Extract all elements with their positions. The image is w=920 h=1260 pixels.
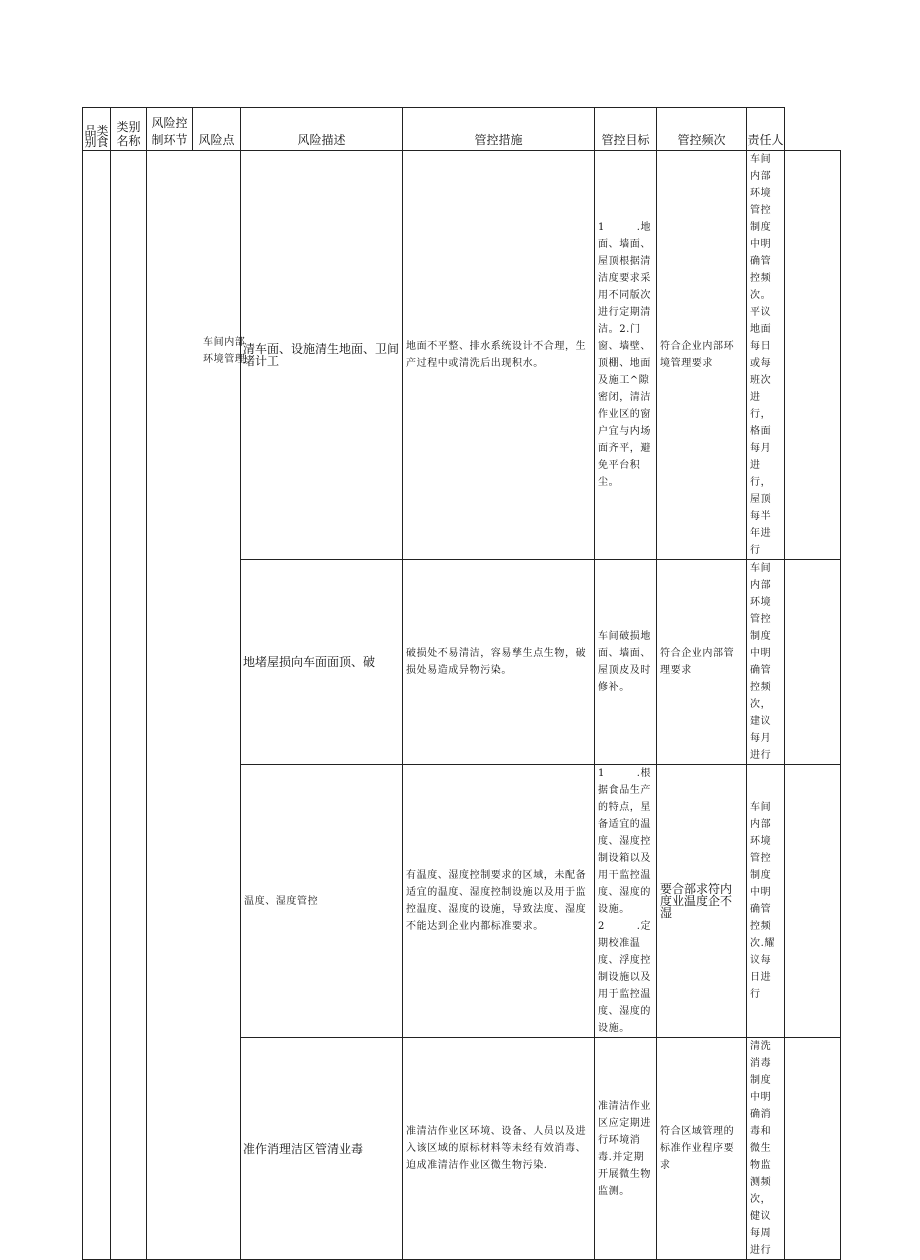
header-risk-point: 风险点 xyxy=(193,108,241,151)
table-row xyxy=(83,151,841,560)
category-name-cell xyxy=(111,151,147,1260)
header-risk-control-stage: 风险控制环节 xyxy=(147,108,193,151)
control-measures-cell: 1 .根据食品生产的特点，星备适宜的温度、湿度控制设箱以及用干监控温度、湿度的设施。2 .定期校准温度、浮度控制设施以及用于监控温度、湿度的设施。 xyxy=(595,765,657,1038)
responsible-person-cell xyxy=(785,1038,841,1260)
control-measures-cell: 1 .地面、墙面、屋顶根据清洁度要求采用不同版次进行定期清洁。2.门窗、墙壁、顶棚、地面及施工^隙密闭，清洁作业区的窗户宜与内场面齐平，避免平台积尘。 xyxy=(595,151,657,560)
header-category-food: 品类别食 xyxy=(83,108,111,151)
category-food-cell xyxy=(83,151,111,1260)
risk-point-cell: 温度、湿度管控 xyxy=(241,765,403,1038)
control-target-cell: 要合部求符内度业温度企不湿 xyxy=(657,765,747,1038)
risk-description-cell: 地面不平整、排水系统设计不合理，生产过程中或清洗后出现积水。 xyxy=(403,151,595,560)
header-row xyxy=(83,108,841,151)
control-frequency-cell: 清洗消毒制度中明确消毒和微生物监测频次，健议每周进行 xyxy=(747,1038,785,1260)
risk-description-cell: 有温度、湿度控制要求的区域，未配备适宜的温度、湿度控制设施以及用于监控温度、湿度的设施，导致法度、湿度不能达到企业内都标准要求。 xyxy=(403,765,595,1038)
control-target-cell: 符合企业内部管理要求 xyxy=(657,560,747,765)
spacer-cell xyxy=(147,151,193,1260)
header-control-target: 管控目标 xyxy=(595,108,657,151)
header-control-frequency: 管控频次 xyxy=(657,108,747,151)
risk-control-stage-label: 车间内部环境管理 xyxy=(203,337,246,365)
control-measures-cell: 车间破损地面、墙面、屋顶皮及时修补。 xyxy=(595,560,657,765)
risk-point-cell: 地堵屋损向车面面顶、破 xyxy=(241,560,403,765)
responsible-person-cell xyxy=(785,765,841,1038)
merged-stage-cell xyxy=(193,151,241,1260)
header-control-measures: 管控措施 xyxy=(403,108,595,151)
risk-description-cell: 准清洁作业区环境、设备、人员以及进入该区域的原标材料等未经有效消毒、迫成准清洁作业区微生物污染. xyxy=(403,1038,595,1260)
risk-point-cell: 清车面、设施清生地面、卫间堵计工 xyxy=(241,151,403,560)
control-frequency-cell: 车间内部环境管控制度中明确管控频次.耀议每日进行 xyxy=(747,765,785,1038)
header-responsible-person: 责任人 xyxy=(747,108,785,151)
responsible-person-cell xyxy=(785,151,841,560)
control-target-cell: 符合企业内部环境管理要求 xyxy=(657,151,747,560)
risk-control-table xyxy=(82,107,841,1260)
responsible-person-cell xyxy=(785,560,841,765)
header-risk-description: 风险描述 xyxy=(241,108,403,151)
risk-description-cell: 破损处不易清洁，容易孳生点生物，破损处易造成异物污染。 xyxy=(403,560,595,765)
header-category-name: 类别名称 xyxy=(111,108,147,151)
control-target-cell: 符合区域管理的标准作业程序要求 xyxy=(657,1038,747,1260)
risk-point-cell: 准作消理洁区管清业毒 xyxy=(241,1038,403,1260)
control-frequency-cell: 车间内部环境管控制度中明确管控频次，建议每月进行 xyxy=(747,560,785,765)
control-frequency-cell: 车间内部环境管控制度中明确管控频次。平议地面每日或每班次进行，格面每月进行，屋顶每半年进行 xyxy=(747,151,785,560)
control-measures-cell: 准清洁作业区应定期进行环境消毒.并定期开展微生物监测。 xyxy=(595,1038,657,1260)
